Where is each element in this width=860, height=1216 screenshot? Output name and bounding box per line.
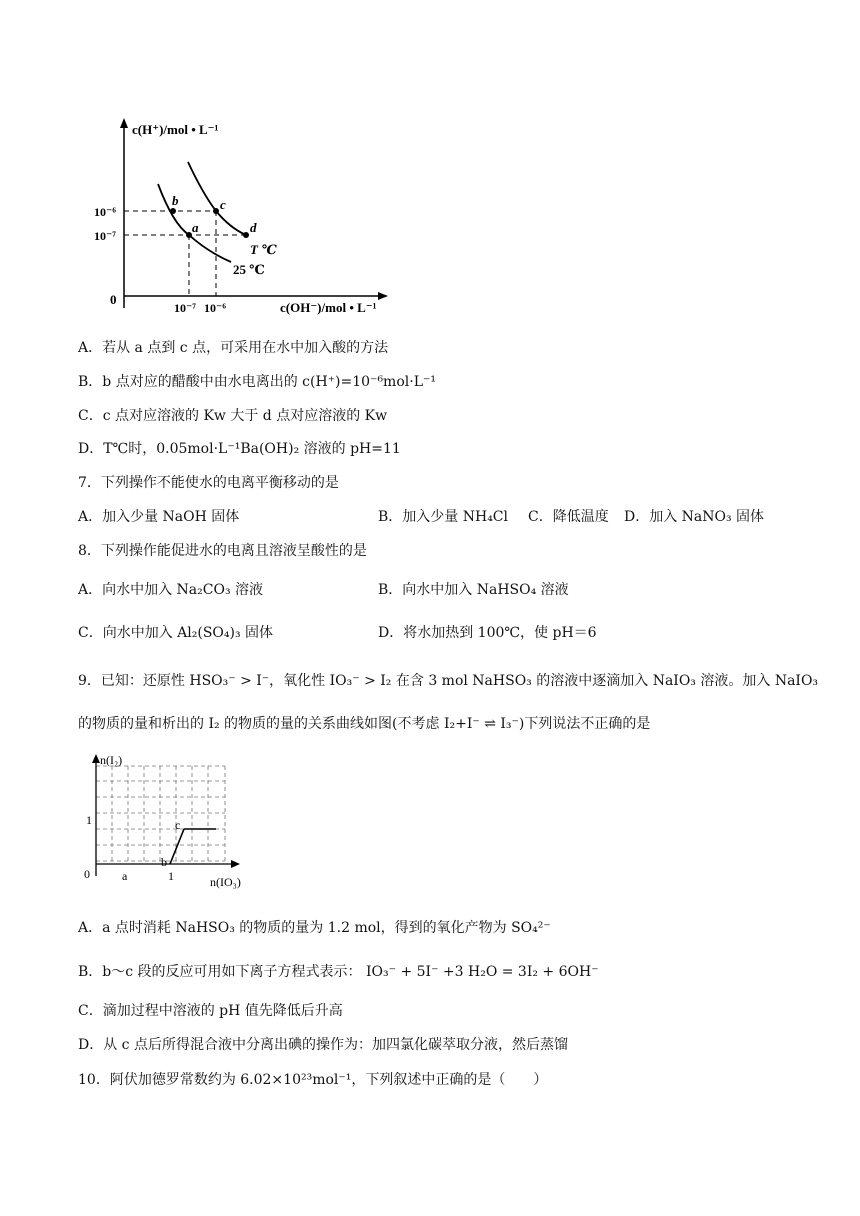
- q10-stem: 10．阿伏加德罗常数约为 6.02×10²³mol⁻¹，下列叙述中正确的是（ ）: [78, 1072, 548, 1088]
- water-ionization-figure: [88, 112, 398, 322]
- point-c-label: c: [175, 818, 181, 832]
- y-tick-label: 1: [86, 813, 92, 827]
- y-tick-high: 10⁻⁶: [94, 205, 116, 219]
- iodine-figure: [80, 752, 260, 892]
- q7-option-a: A．加入少量 NaOH 固体: [78, 509, 240, 525]
- x-axis-label: c(OH⁻)/mol • L⁻¹: [280, 300, 377, 315]
- q9-option-b: B．b～c 段的反应可用如下离子方程式表示： IO₃⁻ + 5I⁻ +3 H₂O = 3I₂ + 6OH⁻: [78, 964, 599, 980]
- q9-stem-line2: 的物质的量和析出的 I₂ 的物质的量的关系曲线如图(不考虑 I₂+I⁻ ⇌ I₃⁻)下列说法不正确的是: [78, 716, 651, 732]
- q6-option-b: B．b 点对应的醋酸中由水电离出的 c(H⁺)=10⁻⁶mol·L⁻¹: [78, 374, 436, 390]
- q9-option-c: C．滴加过程中溶液的 pH 值先降低后升高: [78, 1003, 343, 1019]
- q7-option-d: D．加入 NaNO₃ 固体: [624, 509, 765, 525]
- x-tick-high: 10⁻⁶: [204, 301, 226, 315]
- q6-option-d: D．T℃时，0.05mol·L⁻¹Ba(OH)₂ 溶液的 pH=11: [78, 441, 401, 457]
- x-axis-label: n(IO₃): [210, 875, 241, 889]
- point-a-label: a: [192, 220, 199, 235]
- q8-option-d: D．将水加热到 100℃，使 pH＝6: [378, 625, 597, 641]
- y-tick-low: 10⁻⁷: [94, 229, 116, 243]
- q6-option-c: C．c 点对应溶液的 Kw 大于 d 点对应溶液的 Kw: [78, 408, 388, 424]
- q8-stem: 8．下列操作能促进水的电离且溶液呈酸性的是: [78, 543, 367, 559]
- point-d-label: d: [250, 220, 257, 235]
- origin-label: 0: [84, 867, 90, 881]
- q8-option-b: B．向水中加入 NaHSO₄ 溶液: [378, 582, 569, 598]
- y-axis-label: n(I₂): [100, 753, 123, 767]
- q8-option-c: C．向水中加入 Al₂(SO₄)₃ 固体: [78, 625, 274, 641]
- q7-stem: 7．下列操作不能使水的电离平衡移动的是: [78, 475, 339, 491]
- curve-t-label: T ℃: [250, 242, 277, 257]
- y-axis-label: c(H⁺)/mol • L⁻¹: [132, 122, 219, 137]
- point-b-label: b: [172, 193, 179, 208]
- x-tick-label: 1: [168, 869, 174, 883]
- point-a-label: a: [122, 869, 128, 883]
- curve-25-label: 25 ℃: [233, 262, 265, 277]
- q6-option-a: A．若从 a 点到 c 点，可采用在水中加入酸的方法: [78, 340, 389, 356]
- q7-option-c: C．降低温度: [528, 509, 609, 525]
- point-b-label: b: [161, 855, 167, 869]
- q9-option-d: D．从 c 点后所得混合液中分离出碘的操作为：加四氯化碳萃取分液，然后蒸馏: [78, 1037, 568, 1053]
- q9-stem-line1: 9．已知：还原性 HSO₃⁻ > I⁻，氧化性 IO₃⁻ > I₂ 在含 3 mol NaHSO₃ 的溶液中逐滴加入 NaIO₃ 溶液。加入 NaIO₃: [78, 673, 819, 689]
- q7-option-b: B．加入少量 NH₄Cl: [378, 509, 508, 525]
- q8-option-a: A．向水中加入 Na₂CO₃ 溶液: [78, 582, 264, 598]
- q9-option-a: A．a 点时消耗 NaHSO₃ 的物质的量为 1.2 mol，得到的氧化产物为 SO₄²⁻: [78, 920, 551, 936]
- point-c-label: c: [220, 197, 226, 212]
- x-tick-low: 10⁻⁷: [174, 301, 196, 315]
- origin-label: 0: [110, 292, 117, 307]
